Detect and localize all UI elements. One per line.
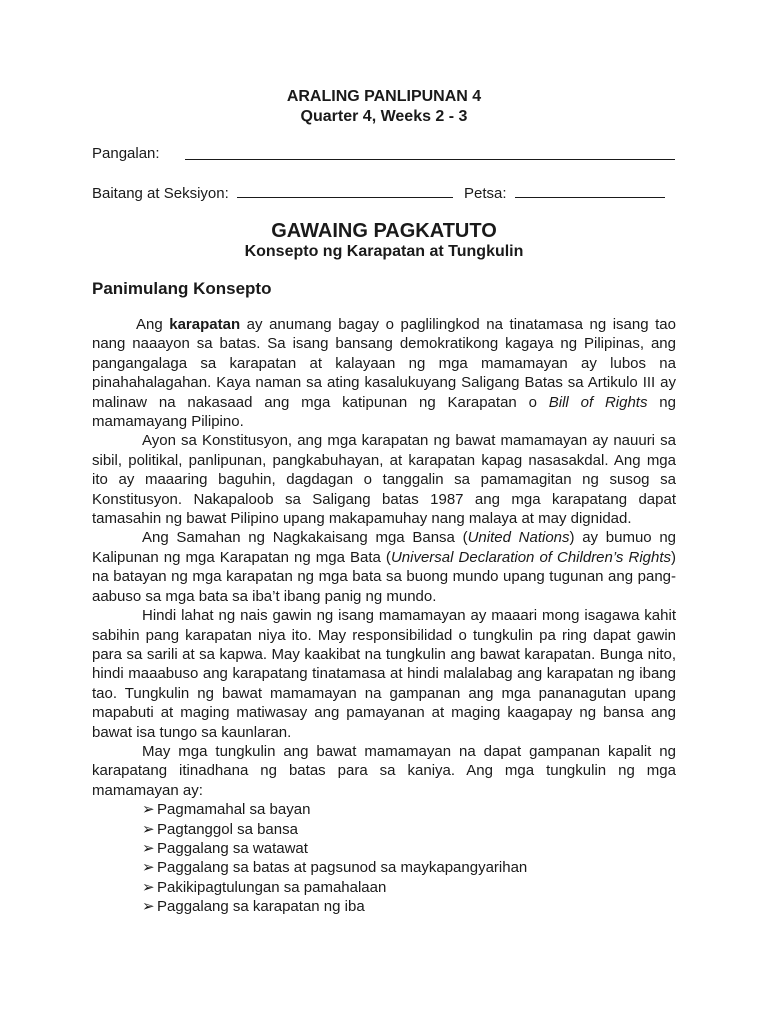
arrow-bullet-icon: ➢ — [142, 859, 155, 877]
paragraph-5: May mga tungkulin ang bawat mamamayan na dapat gampanan kapalit ng karapatang itinadhana ng batas para sa kaniya. Ang mga tungkulin ng mga mamamayan ay: — [92, 742, 676, 799]
arrow-bullet-icon: ➢ — [142, 820, 155, 838]
list-item — [142, 897, 676, 916]
section-heading: Panimulang Konsepto — [92, 279, 272, 298]
list-item-text: Pagmamahal sa bayan — [157, 801, 311, 819]
paragraph-2: Ayon sa Konstitusyon, ang mga karapatan ng bawat mamamayan ay nauuri sa sibil, politikal, panlipunan, pangkabuhayan, at karapatan kapag nasasakdal. Ang mga ito ay maaaring baguhin, dagdagan o tanggalin sa pamamagitan ng susog sa Konstitusyon. Nakapaloob sa Saligang batas 1987 ang mga karapatang dapat tamasahin ng bawat Pilipino upang makapamuhay nang malaya at may dignidad. — [92, 432, 676, 528]
paragraph-4: Hindi lahat ng nais gawin ng isang mamamayan ay maaari mong isagawa kahit sabihin pang karapatan niya ito. May responsibilidad o tungkulin pa ring dapat gawin para sa sarili at sa kapwa. May kaakibat na tungkulin ang bawat karapatan. Bunga nito, hindi maaabuso ang karapatang tinatamasa at hindi malalabag ang karapatan ng ibang tao. Tungkulin ng bawat mamamayan na gampanan ang mga pananagutan upang mapabuti at maging matiwasay ang pamayanan at maging kaagapay ng bansa ang bawat isa tungo sa kaunlaran. — [92, 607, 676, 741]
date-field — [464, 183, 665, 202]
p3-italic-declaration: Universal Declaration of Children’s Rights — [390, 548, 672, 566]
activity-title: GAWAING PAGKATUTO — [271, 220, 497, 242]
list-item — [142, 878, 676, 897]
paragraph-3 — [92, 528, 676, 606]
arrow-bullet-icon: ➢ — [142, 801, 155, 819]
arrow-bullet-icon: ➢ — [142, 898, 155, 916]
activity-subtitle: Konsepto ng Karapatan at Tungkulin — [244, 243, 524, 260]
subject-title: ARALING PANLIPUNAN 4 — [286, 88, 482, 105]
p1-text-a: Ang — [136, 316, 170, 333]
quarter-title: Quarter 4, Weeks 2 - 3 — [300, 108, 468, 125]
body-text — [92, 315, 676, 917]
p1-italic-term: Bill of Rights — [548, 393, 648, 411]
name-label: Pangalan: — [92, 145, 160, 162]
duties-list — [92, 800, 676, 916]
arrow-bullet-icon: ➢ — [142, 839, 155, 857]
p1-text-c: ng mamamayang Pilipino. — [92, 393, 676, 431]
list-item-text: Paggalang sa karapatan ng iba — [157, 898, 365, 916]
p3-text-c: ) na batayan ng mga karapatan ng mga bata sa buong mundo upang tugunan ang pang-aabuso sa mga bata sa iba’t ibang panig ng mundo. — [92, 548, 677, 605]
p1-bold-term: karapatan — [169, 316, 241, 333]
date-label: Petsa: — [464, 185, 507, 202]
list-item-text: Pakikipagtulungan sa pamahalaan — [157, 878, 387, 896]
grade-section-field — [92, 183, 453, 202]
date-blank-line[interactable] — [515, 183, 665, 198]
p3-text-a: Ang Samahan ng Nagkakaisang mga Bansa ( — [142, 529, 468, 547]
p3-italic-un: United Nations — [467, 529, 570, 547]
list-item — [142, 800, 676, 819]
list-item-text: Paggalang sa batas at pagsunod sa maykapangyarihan — [157, 859, 528, 877]
p1-text-b: ay anumang bagay o paglilingkod na tinatamasa ng isang tao nang naaayon sa batas. Sa isang bansang demokratikong kagaya ng Pilipinas, ang pangangalaga sa karapatan at kalayaan ng mga mamamayan ay lubos na pinahahalagahan. Kaya naman sa ating kasalukuyang Saligang Batas sa Artikulo III ay malinaw na nakasaad ang mga katipunan ng Karapatan o — [92, 316, 676, 411]
grade-section-label: Baitang at Seksiyon: — [92, 185, 229, 202]
paragraph-1 — [92, 315, 676, 431]
p3-text-b: ) ay bumuo ng Kalipunan ng mga Karapatan ng mga Bata ( — [92, 529, 677, 566]
list-item-text: Paggalang sa watawat — [157, 839, 308, 857]
arrow-bullet-icon: ➢ — [142, 878, 155, 896]
list-item — [142, 820, 676, 839]
list-item — [142, 858, 676, 877]
name-field — [92, 145, 160, 162]
name-blank-line[interactable] — [185, 145, 675, 160]
list-item — [142, 839, 676, 858]
grade-section-blank-line[interactable] — [237, 183, 453, 198]
list-item-text: Pagtanggol sa bansa — [157, 820, 298, 838]
